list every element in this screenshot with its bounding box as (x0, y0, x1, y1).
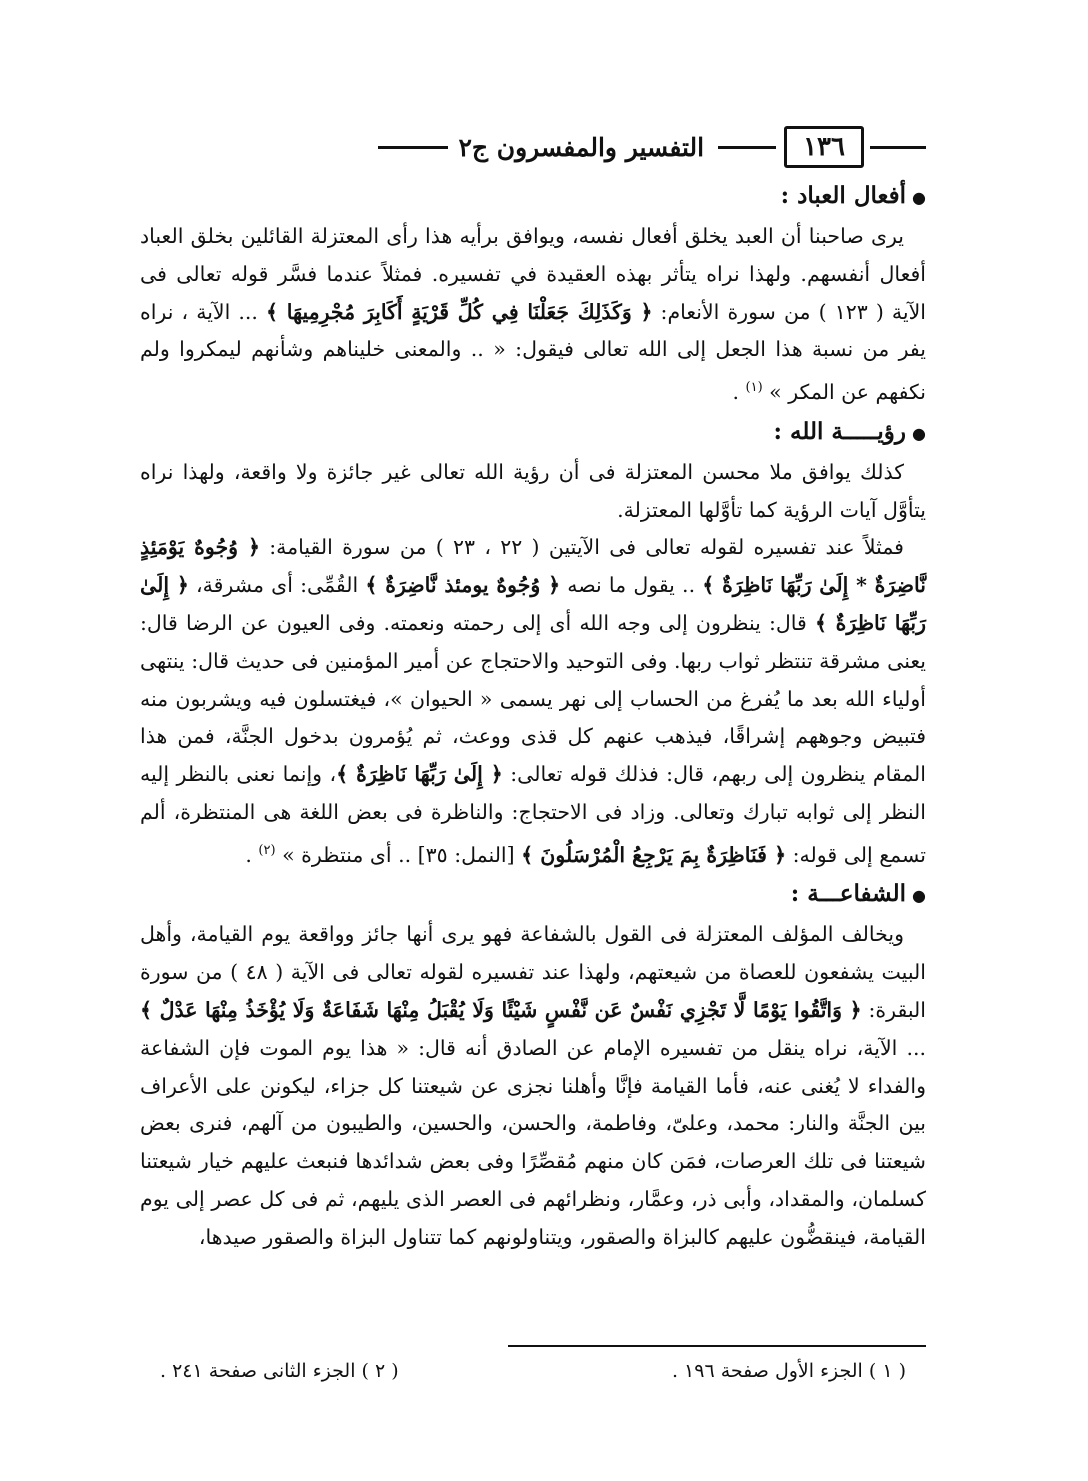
footnote-2: ( ٢ ) الجزء الثانى صفحة ٢٤١ . (160, 1360, 399, 1382)
quran-verse: ﴿ إِلَىٰ رَبِّهَا نَاظِرَةٌ ﴾ (140, 573, 927, 635)
paragraph (140, 916, 926, 1256)
text-run: ... الآية، نراه ينقل من تفسيره الإمام عن الصادق أنه قال: « هذا يوم الموت فإن الشفاعة والفداء لا يُغنى عنه، فأما القيامة فإنَّا وأهلنا نجزى عن شيعتنا كل جزاء، ليكونن على الأعراف بين الجنَّة والنار: محمد، وعلىّ، وفاطمة، والحسن، والحسين، والطيبون من آلهم، فنرى بعض شيعتنا فى تلك العرصات، فمَن كان منهم مُقصِّرًا وفى بعض شدائدها فنبعث عليهم خيار شيعتنا كسلمان، والمقداد، وأبى ذر، وعمَّار، ونظرائهم فى العصر الذى يليهم، ثم فى كل عصر إلى يوم القيامة، فينقضُّون عليهم كالبزاة والصقور، ويتناولونهم كما تتناول البزاة والصقور صيدها، (140, 1035, 926, 1249)
section-heading (140, 874, 926, 916)
section-heading-text: رؤيـــــة الله : (773, 417, 907, 445)
quran-verse: ﴿ وَاتَّقُوا يَوْمًا لَّا تَجْزِي نَفْسٌ عَن نَّفْسٍ شَيْئًا وَلَا يُقْبَلُ مِنْهَا شَفَاعَةٌ وَلَا يُؤْخَذُ مِنْهَا عَدْلٌ ﴾ (140, 998, 862, 1022)
page-body (140, 118, 926, 1257)
header-rule-right (870, 146, 926, 149)
section-heading (140, 176, 926, 218)
footnotes (140, 1360, 926, 1382)
section-heading (140, 412, 926, 454)
footnote-separator (508, 1345, 926, 1347)
section-heading-text: أفعال العباد : (780, 182, 907, 209)
header-rule (718, 146, 776, 149)
bullet-icon: ● (912, 886, 926, 906)
text-run: . (245, 842, 259, 867)
text-run: ويخالف المؤلف المعتزلة فى القول بالشفاعة فهو يرى أنها جائز وواقعة يوم القيامة، وأهل البيت يشفعون للعصاة من شيعتهم، ولهذا عند تفسيره لقوله تعالى فى الآية ( ٤٨ ) من سورة البقرة: (140, 922, 926, 1022)
quran-verse: ﴿ وَكَذَلِكَ جَعَلْنَا فِي كُلِّ قَرْيَةٍ أَكَابِرَ مُجْرِمِيهَا ﴾ (266, 299, 653, 324)
footnote-ref: (٢) (258, 842, 276, 858)
footnote-ref: (١) (745, 380, 763, 396)
text-run: . (732, 380, 746, 405)
section-heading-text: الشفاعـــة : (790, 880, 907, 908)
bullet-icon: ● (912, 423, 926, 443)
text-run: [النمل: ٣٥] .. أى منتظرة » (275, 842, 522, 867)
text-run: .. يقول ما نصه (560, 573, 703, 598)
text-run: يرى صاحبنا أن العبد يخلق أفعال نفسه، ويوافق برأيه هذا رأى المعتزلة القائلين بخلق العباد أفعال أنفسهم. ولهذا نراه يتأثر بهذه العقيدة في تفسيره. فمثلاً عندما فسَّر قوله تعالى فى الآية ( ١٢٣ ) من سورة الأنعام: (140, 224, 926, 324)
running-title: التفسير والمفسرون ج٢ (458, 132, 705, 162)
page-header (140, 118, 926, 176)
bullet-icon: ● (912, 188, 926, 207)
footnote-1: ( ١ ) الجزء الأول صفحة ١٩٦ . (671, 1360, 906, 1382)
text-run: فمثلاً عند تفسيره لقوله تعالى فى الآيتين ( ٢٢ ، ٢٣ ) من سورة القيامة: (259, 535, 904, 560)
header-rule-left (378, 146, 448, 149)
quran-verse: ﴿ وُجُوهٌ يومئذ نَّاضِرَةٌ ﴾ (365, 573, 561, 598)
text-run: القُمِّى: أى مشرقة، (188, 573, 366, 598)
paragraph (140, 529, 926, 874)
text-run: ... الآية ، نراه يفر من نسبة هذا الجعل إلى الله تعالى فيقول: « .. والمعنى خليناهم وشأنهم ليمكروا ولم نكفهم عن المكر » (140, 299, 926, 405)
main-text (140, 176, 926, 1257)
quran-verse: ﴿ فَنَاظِرَةٌ بِمَ يَرْجِعُ الْمُرْسَلُونَ ﴾ (521, 842, 787, 867)
paragraph (140, 454, 926, 530)
quran-verse: ﴿ إِلَىٰ رَبِّهَا نَاظِرَةٌ ﴾ (336, 762, 503, 787)
paragraph (140, 218, 926, 412)
text-run: كذلك يوافق ملا محسن المعتزلة فى أن رؤية الله تعالى غير جائزة ولا واقعة، ولهذا نراه يتأوَّل آيات الرؤية كما تأوَّلها المعتزلة. (140, 459, 926, 522)
text-run: قال: ينظرون إلى وجه الله أى إلى رحمته ونعمته. وفى العيون عن الرضا قال: يعنى مشرقة تنتظر ثواب ربها. وفى التوحيد والاحتجاج عن أمير المؤمنين فى حديث قال: ينتهى أولياء الله بعد ما يُفرغ من الحساب إلى نهر يسمى « الحيوان »، فيغتسلون فيه ويشربون منه فتبيض وجوههم إشراقًا، فيذهب عنهم كل قذى ووعث، ثم يُؤمرون بدخول الجنَّة، فمن هذا المقام ينظرون إلى ربهم، قال: فذلك قوله تعالى: (140, 611, 926, 787)
quran-verse: ﴿ وُجُوهٌ يَوْمَئِذٍ نَّاضِرَةٌ * إِلَىٰ رَبِّهَا نَاظِرَةٌ ﴾ (140, 535, 926, 598)
text-run: ، وإنما نعنى بالنظر إليه النظر إلى ثوابه تبارك وتعالى. وزاد فى الاحتجاج: والناظرة فى بعض اللغة هى المنتظرة، ألم تسمع إلى قوله: (140, 762, 926, 867)
page-number: ١٣٦ (784, 126, 864, 168)
